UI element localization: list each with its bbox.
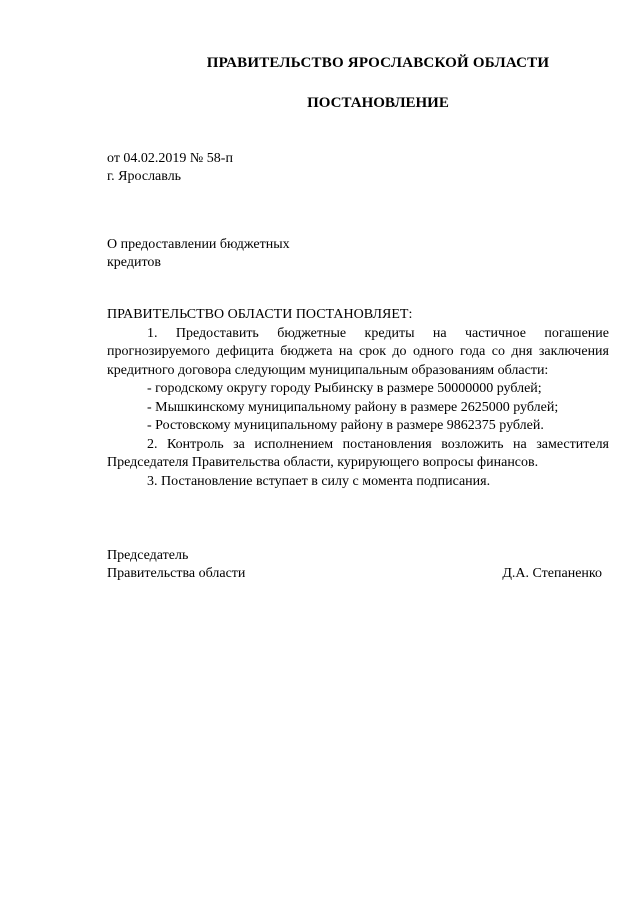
document-type: ПОСТАНОВЛЕНИЕ bbox=[307, 95, 449, 111]
signatory-title-line: Председатель bbox=[107, 548, 189, 563]
clause-1: 1. Предоставить бюджетные кредиты на частичное погашение прогнозируемого дефицита бюджета на срок до одного года со дня заключения кредитного договора следующим муниципальным образованиям области: bbox=[107, 325, 609, 378]
document-body bbox=[107, 306, 609, 491]
document-date-number: от 04.02.2019 № 58-п bbox=[107, 151, 233, 166]
subject-line: О предоставлении бюджетных bbox=[107, 237, 290, 252]
signatory-title-line: Правительства области bbox=[107, 566, 246, 581]
document-city: г. Ярославль bbox=[107, 169, 182, 184]
document-subject bbox=[107, 236, 347, 272]
clause-3: 3. Постановление вступает в силу с момента подписания. bbox=[147, 473, 491, 489]
government-title: ПРАВИТЕЛЬСТВО ЯРОСЛАВСКОЙ ОБЛАСТИ bbox=[206, 55, 550, 71]
signatory-title bbox=[107, 547, 245, 583]
recipient-item: - Ростовскому муниципальному району в размере 9862375 рублей. bbox=[147, 418, 544, 433]
clause-2: 2. Контроль за исполнением постановления возложить на заместителя Председателя Правительства области, курирующего вопросы финансов. bbox=[107, 436, 609, 470]
recipient-item: - Мышкинскому муниципальному району в размере 2625000 рублей; bbox=[147, 399, 559, 415]
signatory-name: Д.А. Степаненко bbox=[502, 566, 602, 581]
decree-statement: ПРАВИТЕЛЬСТВО ОБЛАСТИ ПОСТАНОВЛЯЕТ: bbox=[107, 307, 413, 322]
recipient-item: - городскому округу городу Рыбинску в размере 50000000 рублей; bbox=[147, 381, 542, 396]
subject-line: кредитов bbox=[107, 255, 161, 270]
